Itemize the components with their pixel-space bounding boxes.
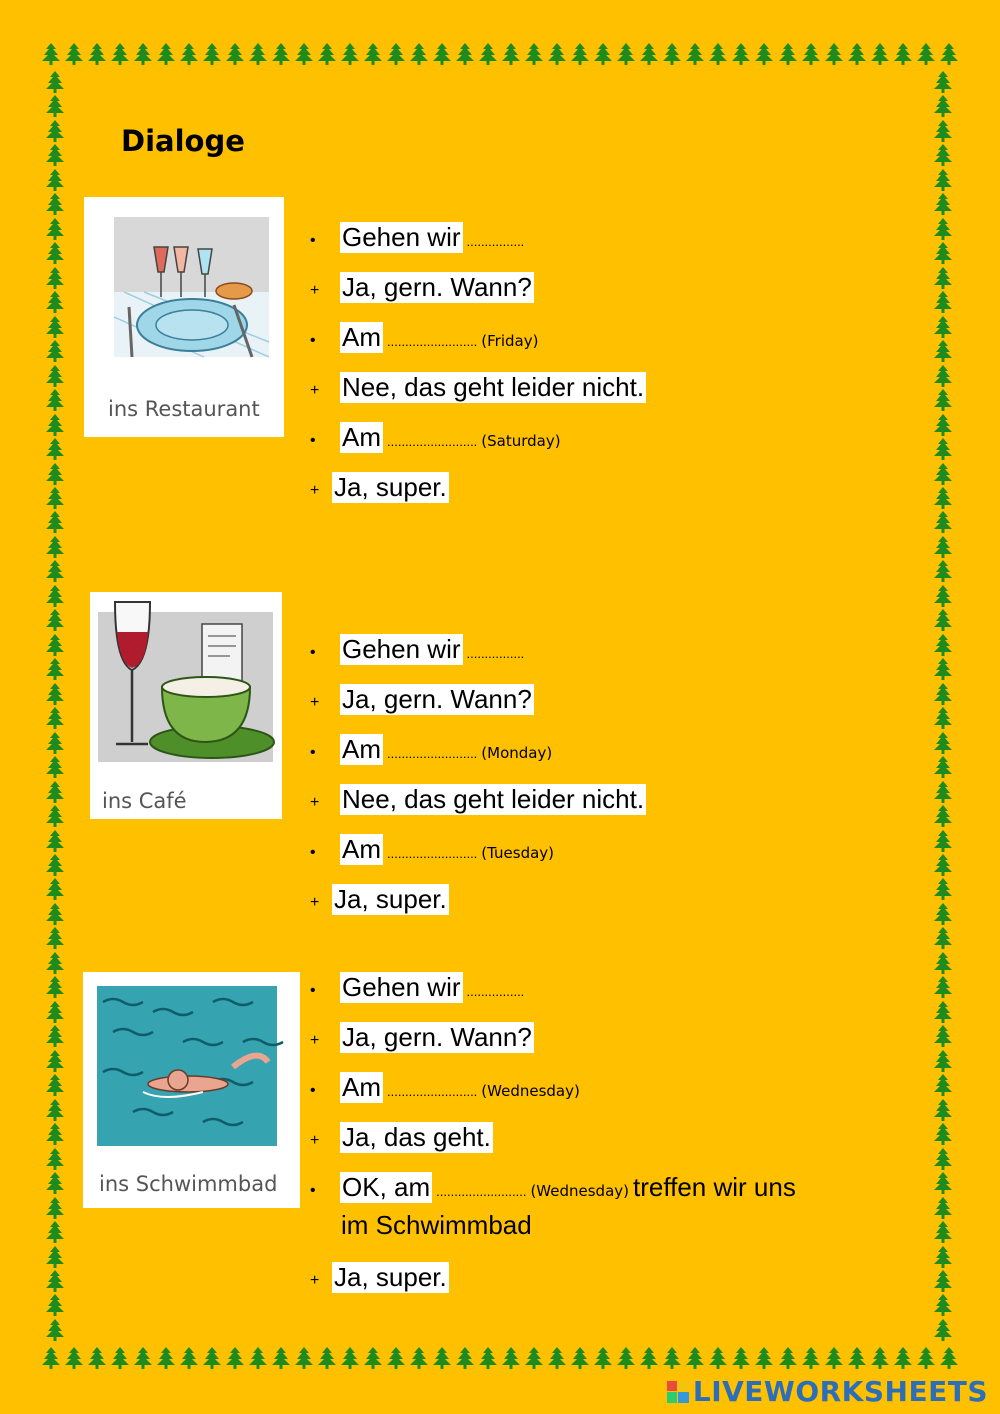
tree-icon [44, 877, 66, 901]
tree-icon [932, 877, 954, 901]
dialogue-line [340, 1022, 534, 1053]
tree-icon [546, 42, 568, 66]
tree-icon [932, 584, 954, 608]
tree-icon [44, 462, 66, 486]
tree-icon [777, 1346, 799, 1370]
tree-icon [44, 1196, 66, 1220]
tree-icon [385, 42, 407, 66]
line-text: Gehen wir [342, 222, 461, 252]
fill-in-blank[interactable]: ................ [466, 646, 525, 661]
tree-icon [932, 290, 954, 314]
tree-icon [178, 42, 200, 66]
tree-icon [44, 413, 66, 437]
tree-icon [44, 1171, 66, 1195]
tree-icon [932, 413, 954, 437]
line-text: Ja, super. [334, 1262, 447, 1292]
tree-icon [932, 486, 954, 510]
bullet-marker: • [310, 332, 316, 349]
fill-in-blank[interactable]: ......................... [387, 746, 478, 761]
plus-marker: + [310, 282, 320, 299]
tree-icon [932, 1293, 954, 1317]
tree-icon [915, 42, 937, 66]
tree-icon [932, 1147, 954, 1171]
tree-icon [932, 339, 954, 363]
tree-icon [932, 241, 954, 265]
tree-icon [823, 1346, 845, 1370]
tree-icon [638, 42, 660, 66]
day-hint: (Saturday) [481, 432, 561, 450]
tree-icon [477, 42, 499, 66]
tree-icon [932, 706, 954, 730]
tree-icon [932, 119, 954, 143]
tree-icon [500, 1346, 522, 1370]
line-text: Ja, gern. Wann? [342, 272, 532, 302]
tree-icon [44, 731, 66, 755]
dialogue-line [340, 634, 524, 665]
tree-icon [932, 1245, 954, 1269]
tree-icon [892, 1346, 914, 1370]
dialogue-line [340, 1122, 493, 1153]
plus-marker: + [310, 894, 320, 911]
line-text: Gehen wir [342, 972, 461, 1002]
line-text: Nee, das geht leider nicht. [342, 784, 645, 814]
tree-icon [932, 731, 954, 755]
plus-marker: + [310, 694, 320, 711]
tree-icon [846, 42, 868, 66]
fill-in-blank[interactable]: ......................... [436, 1184, 527, 1199]
tree-icon [44, 902, 66, 926]
tree-icon [44, 682, 66, 706]
tree-icon [270, 1346, 292, 1370]
tree-icon [932, 462, 954, 486]
fill-in-blank[interactable]: ......................... [387, 334, 478, 349]
tree-icon [932, 70, 954, 94]
tree-icon [846, 1346, 868, 1370]
line-text: Ja, super. [334, 884, 447, 914]
tree-icon [932, 437, 954, 461]
tree-icon [569, 1346, 591, 1370]
dialogue-line [340, 1072, 580, 1103]
tree-icon [270, 42, 292, 66]
dialogue-line [340, 272, 534, 303]
tree-icon [523, 42, 545, 66]
tree-icon [63, 42, 85, 66]
tree-icon [661, 42, 683, 66]
tree-icon [431, 1346, 453, 1370]
tree-icon [932, 780, 954, 804]
tree-icon [44, 633, 66, 657]
tree-icon [408, 42, 430, 66]
tree-icon [932, 853, 954, 877]
tree-icon [730, 1346, 752, 1370]
tree-icon [730, 42, 752, 66]
tree-icon [44, 510, 66, 534]
tree-icon [44, 559, 66, 583]
tree-icon [44, 926, 66, 950]
tree-icon [823, 42, 845, 66]
tree-icon [44, 755, 66, 779]
tree-icon [592, 1346, 614, 1370]
tree-icon [932, 902, 954, 926]
tree-icon [44, 1024, 66, 1048]
tree-icon [777, 42, 799, 66]
bullet-marker: • [310, 1082, 316, 1099]
tree-icon [932, 1000, 954, 1024]
tree-icon [44, 951, 66, 975]
plus-marker: + [310, 482, 320, 499]
line-text: Ja, das geht. [342, 1122, 491, 1152]
tree-icon [224, 1346, 246, 1370]
tree-icon [155, 42, 177, 66]
tree-icon [932, 143, 954, 167]
tree-icon [293, 42, 315, 66]
fill-in-blank[interactable]: ................ [466, 984, 525, 999]
dialogue-line [340, 1172, 796, 1203]
tree-icon [44, 706, 66, 730]
tree-icon [44, 829, 66, 853]
tree-icon [44, 339, 66, 363]
fill-in-blank[interactable]: ......................... [387, 1084, 478, 1099]
plus-marker: + [310, 1032, 320, 1049]
tree-icon [362, 42, 384, 66]
tree-icon [44, 70, 66, 94]
tree-icon [932, 633, 954, 657]
tree-icon [44, 1098, 66, 1122]
tree-icon [592, 42, 614, 66]
bullet-marker: • [310, 644, 316, 661]
bullet-marker: • [310, 744, 316, 761]
tree-icon [932, 1196, 954, 1220]
tree-icon [938, 1346, 960, 1370]
tree-icon [932, 1220, 954, 1244]
tree-icon [44, 1293, 66, 1317]
tree-icon [247, 42, 269, 66]
tree-icon [707, 1346, 729, 1370]
tree-icon [932, 1049, 954, 1073]
tree-icon [44, 1318, 66, 1342]
tree-icon [684, 42, 706, 66]
tree-icon [932, 829, 954, 853]
tree-icon [638, 1346, 660, 1370]
tree-icon [753, 1346, 775, 1370]
tree-icon [661, 1346, 683, 1370]
tree-border-bottom [40, 1346, 960, 1370]
tree-icon [932, 535, 954, 559]
day-hint: (Wednesday) [530, 1182, 629, 1200]
tree-icon [86, 1346, 108, 1370]
tree-icon [932, 1122, 954, 1146]
fill-in-blank[interactable]: ................ [466, 234, 525, 249]
tree-icon [44, 192, 66, 216]
tree-icon [201, 42, 223, 66]
tree-icon [44, 1269, 66, 1293]
tree-icon [932, 364, 954, 388]
cafe-caption: ins Café [102, 789, 187, 813]
dialogue-line [332, 1262, 449, 1293]
tree-icon [932, 1171, 954, 1195]
tree-icon [63, 1346, 85, 1370]
dialogue-line [340, 684, 534, 715]
tree-icon [932, 926, 954, 950]
tree-icon [44, 1220, 66, 1244]
tree-icon [201, 1346, 223, 1370]
tree-icon [932, 559, 954, 583]
tree-icon [569, 42, 591, 66]
line-text: Nee, das geht leider nicht. [342, 372, 645, 402]
tree-icon [408, 1346, 430, 1370]
tree-icon [932, 608, 954, 632]
tree-icon [44, 437, 66, 461]
tree-icon [44, 804, 66, 828]
tree-icon [44, 315, 66, 339]
tree-icon [44, 1147, 66, 1171]
fill-in-blank[interactable]: ......................... [387, 846, 478, 861]
swimmer-water-icon [83, 972, 300, 1162]
line-text: Am [342, 1072, 381, 1102]
tree-icon [44, 94, 66, 118]
tree-icon [44, 241, 66, 265]
tree-icon [932, 657, 954, 681]
tree-icon [132, 1346, 154, 1370]
day-hint: (Tuesday) [481, 844, 555, 862]
tree-icon [224, 42, 246, 66]
tree-icon [316, 42, 338, 66]
tree-icon [44, 168, 66, 192]
tree-icon [615, 42, 637, 66]
tree-icon [932, 1318, 954, 1342]
dialogue-line [340, 222, 524, 253]
tree-icon [707, 42, 729, 66]
tree-icon [132, 42, 154, 66]
dialogue-line [340, 422, 561, 453]
tree-icon [44, 217, 66, 241]
tree-icon [932, 1073, 954, 1097]
dialogue-line [340, 734, 552, 765]
restaurant-caption: ins Restaurant [108, 397, 260, 421]
plus-marker: + [310, 382, 320, 399]
brand-name: LIVEWORKSHEETS [692, 1375, 988, 1408]
tree-icon [44, 119, 66, 143]
tree-icon [40, 1346, 62, 1370]
line-text: Ja, gern. Wann? [342, 684, 532, 714]
dialogue-line [340, 322, 538, 353]
day-hint: (Wednesday) [481, 1082, 580, 1100]
line-text: Ja, gern. Wann? [342, 1022, 532, 1052]
tree-icon [800, 42, 822, 66]
tree-icon [932, 1098, 954, 1122]
dialogue-line [340, 372, 646, 403]
line-text: Am [342, 734, 381, 764]
bullet-marker: • [310, 1182, 316, 1199]
tree-icon [932, 510, 954, 534]
line-text: Am [342, 422, 381, 452]
tree-icon [932, 804, 954, 828]
tree-icon [44, 1049, 66, 1073]
tree-icon [385, 1346, 407, 1370]
schwimmbad-caption: ins Schwimmbad [99, 1172, 278, 1196]
tree-icon [316, 1346, 338, 1370]
tree-border-right [932, 70, 954, 1342]
tree-border-top [40, 42, 960, 66]
dialogue-line [340, 784, 646, 815]
tree-icon [44, 608, 66, 632]
tree-icon [869, 42, 891, 66]
tree-icon [44, 143, 66, 167]
tree-icon [932, 315, 954, 339]
plus-marker: + [310, 794, 320, 811]
tree-icon [869, 1346, 891, 1370]
tree-icon [44, 1245, 66, 1269]
tree-icon [109, 42, 131, 66]
tree-icon [339, 42, 361, 66]
line-after-text: treffen wir uns [633, 1172, 796, 1202]
tree-icon [44, 290, 66, 314]
dialogue-line [332, 884, 449, 915]
tree-icon [86, 42, 108, 66]
dialogue-line [340, 972, 524, 1003]
tree-icon [454, 42, 476, 66]
dialogue-line [332, 472, 449, 503]
tree-icon [293, 1346, 315, 1370]
tree-icon [44, 975, 66, 999]
tree-icon [44, 1000, 66, 1024]
tree-icon [44, 535, 66, 559]
cafe-cup-wine-icon [90, 592, 282, 772]
tree-icon [615, 1346, 637, 1370]
tree-icon [44, 657, 66, 681]
tree-icon [932, 94, 954, 118]
tree-icon [932, 266, 954, 290]
tree-icon [932, 168, 954, 192]
tree-icon [44, 266, 66, 290]
tree-icon [44, 1122, 66, 1146]
liveworksheets-logo-icon [667, 1381, 689, 1403]
tree-icon [753, 42, 775, 66]
day-hint: (Friday) [481, 332, 539, 350]
tree-icon [477, 1346, 499, 1370]
day-hint: (Monday) [481, 744, 553, 762]
tree-icon [44, 780, 66, 804]
line-text: OK, am [342, 1172, 431, 1202]
tree-icon [44, 584, 66, 608]
tree-icon [362, 1346, 384, 1370]
tree-icon [932, 388, 954, 412]
tree-icon [546, 1346, 568, 1370]
tree-icon [339, 1346, 361, 1370]
restaurant-table-icon [84, 197, 284, 397]
schwimmbad-picture [83, 972, 300, 1208]
tree-icon [431, 42, 453, 66]
tree-icon [684, 1346, 706, 1370]
tree-icon [932, 682, 954, 706]
tree-border-left [44, 70, 66, 1342]
tree-icon [938, 42, 960, 66]
tree-icon [109, 1346, 131, 1370]
tree-icon [44, 1073, 66, 1097]
tree-icon [892, 42, 914, 66]
line-text: Am [342, 322, 381, 352]
bullet-marker: • [310, 432, 316, 449]
fill-in-blank[interactable]: ......................... [387, 434, 478, 449]
tree-icon [932, 755, 954, 779]
cafe-picture [90, 592, 282, 819]
tree-icon [932, 975, 954, 999]
tree-icon [44, 486, 66, 510]
tree-icon [500, 42, 522, 66]
tree-icon [247, 1346, 269, 1370]
line-text: Am [342, 834, 381, 864]
tree-icon [44, 364, 66, 388]
tree-icon [40, 42, 62, 66]
tree-icon [178, 1346, 200, 1370]
tree-icon [932, 1269, 954, 1293]
tree-icon [44, 388, 66, 412]
tree-icon [800, 1346, 822, 1370]
restaurant-picture [84, 197, 284, 437]
bullet-marker: • [310, 982, 316, 999]
tree-icon [932, 951, 954, 975]
tree-icon [932, 217, 954, 241]
line-text: Gehen wir [342, 634, 461, 664]
tree-icon [155, 1346, 177, 1370]
page-title: Dialoge [121, 124, 245, 158]
plus-marker: + [310, 1132, 320, 1149]
tree-icon [454, 1346, 476, 1370]
tree-icon [932, 192, 954, 216]
bullet-marker: • [310, 844, 316, 861]
tree-icon [523, 1346, 545, 1370]
plus-marker: + [310, 1272, 320, 1289]
line-text: Ja, super. [334, 472, 447, 502]
footer-brand [667, 1375, 988, 1408]
tree-icon [932, 1024, 954, 1048]
dialogue-line [340, 834, 554, 865]
continuation-text: im Schwimmbad [341, 1210, 532, 1240]
tree-icon [44, 853, 66, 877]
tree-icon [915, 1346, 937, 1370]
bullet-marker: • [310, 232, 316, 249]
